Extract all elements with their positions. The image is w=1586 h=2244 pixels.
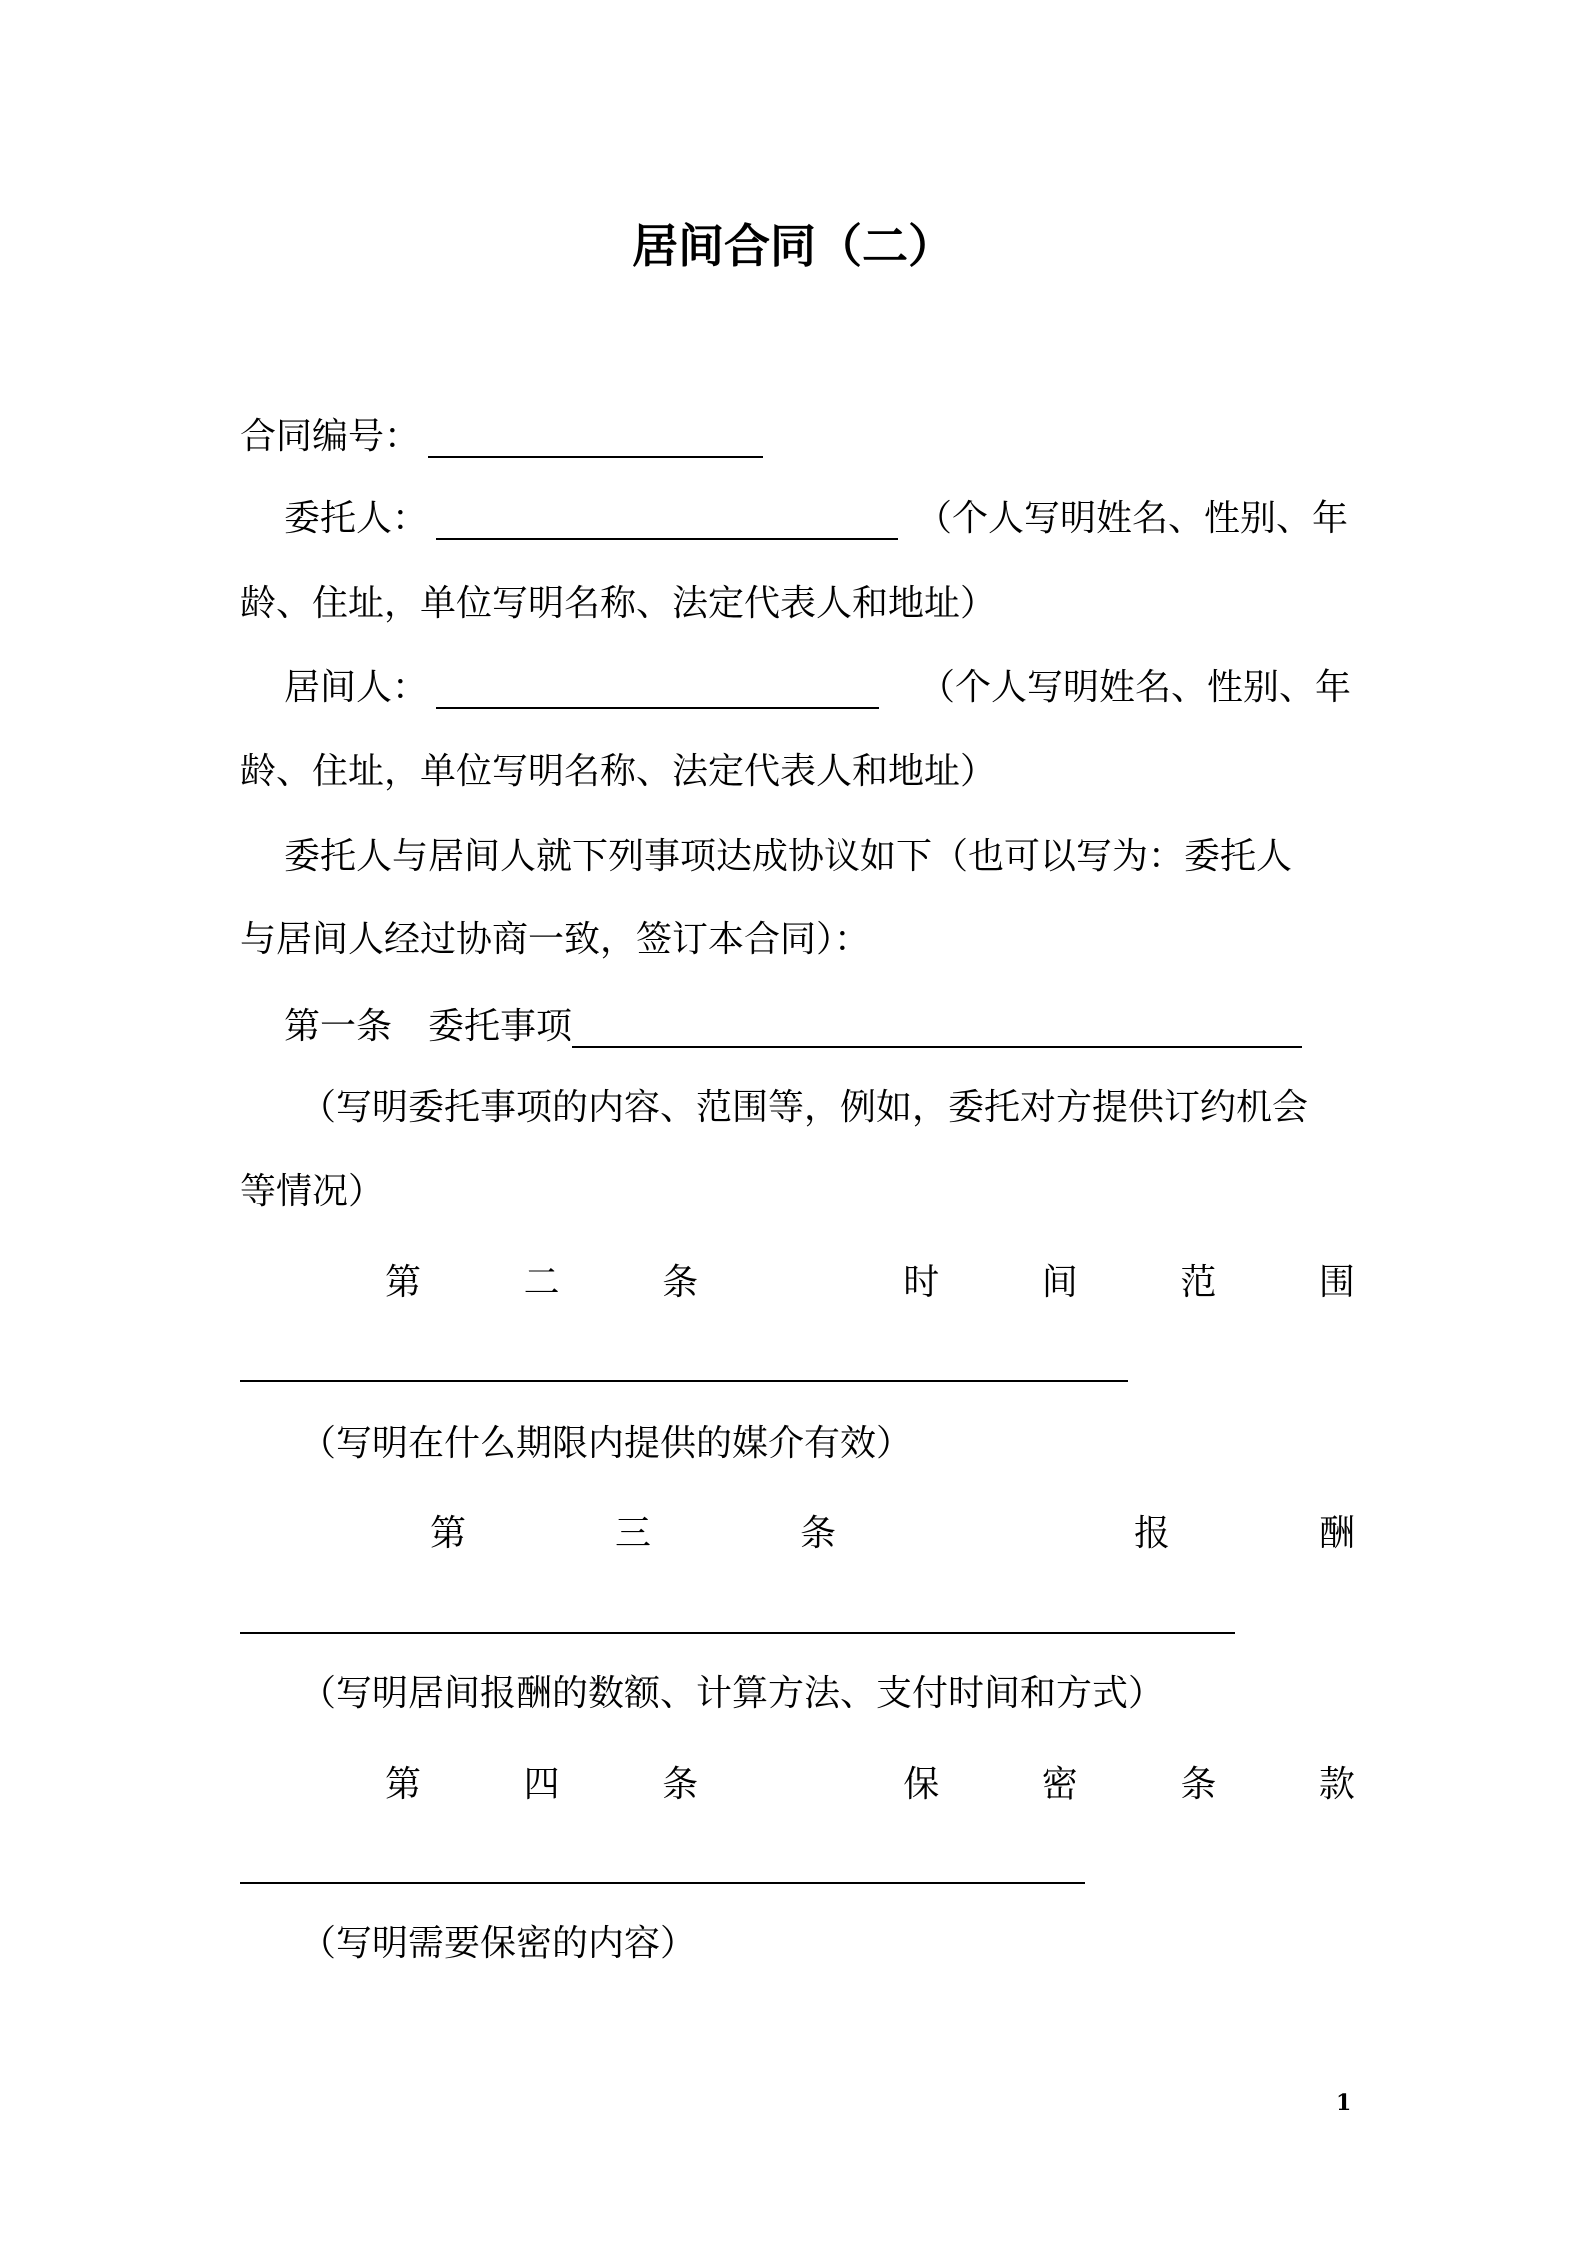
article-2-char: 时 [903, 1262, 940, 1303]
article-4-note: （写明需要保密的内容） [300, 1923, 697, 1964]
article-2-heading [240, 1254, 1355, 1305]
page-number: 1 [1336, 2090, 1352, 2116]
intermediary-note: （个人写明姓名、性别、年 [919, 667, 1352, 708]
article-4-heading [240, 1756, 1355, 1807]
article-4-char: 四 [523, 1764, 560, 1805]
article-2-note: （写明在什么期限内提供的媒介有效） [300, 1423, 913, 1464]
article-4-char: 条 [1180, 1764, 1217, 1805]
article-4-char: 款 [1318, 1764, 1355, 1805]
article-4-char: 保 [903, 1764, 940, 1805]
contract-number-row [240, 415, 763, 458]
article-3-char: 第 [430, 1513, 467, 1554]
agreement-line-1: 委托人与居间人就下列事项达成协议如下（也可以写为：委托人 [284, 836, 1293, 877]
client-note: （个人写明姓名、性别、年 [916, 498, 1349, 539]
article-1-row [284, 1005, 1302, 1048]
article-2-blank[interactable] [240, 1378, 1128, 1382]
article-3-note: （写明居间报酬的数额、计算方法、支付时间和方式） [300, 1673, 1165, 1714]
intermediary-blank[interactable] [436, 673, 879, 709]
contract-number-label: 合同编号： [240, 416, 421, 457]
article-2-char: 二 [523, 1262, 560, 1303]
article-4-char: 密 [1041, 1764, 1078, 1805]
article-3-blank[interactable] [240, 1630, 1235, 1634]
article-2-char: 第 [385, 1262, 422, 1303]
contract-number-blank[interactable] [428, 422, 763, 458]
intermediary-label: 居间人： [284, 667, 429, 708]
client-blank[interactable] [436, 504, 898, 540]
article-1-blank[interactable] [572, 1012, 1302, 1048]
article-2-char: 围 [1318, 1262, 1355, 1303]
client-row [284, 497, 1348, 540]
article-4-char: 条 [662, 1764, 699, 1805]
intermediary-row [284, 666, 1351, 709]
article-2-char: 条 [662, 1262, 699, 1303]
article-1-note-continued: 等情况） [240, 1171, 385, 1212]
article-3-heading [240, 1505, 1355, 1556]
article-3-char: 条 [800, 1513, 837, 1554]
agreement-line-2: 与居间人经过协商一致，签订本合同）： [240, 919, 871, 960]
article-4-blank[interactable] [240, 1880, 1085, 1884]
article-2-char: 范 [1180, 1262, 1217, 1303]
article-2-char: 间 [1041, 1262, 1078, 1303]
article-1-label: 第一条 委托事项 [284, 1006, 573, 1047]
intermediary-note-continued: 龄、住址，单位写明名称、法定代表人和地址） [240, 751, 997, 792]
article-3-char: 三 [615, 1513, 652, 1554]
article-3-char: 酬 [1318, 1513, 1355, 1554]
page-title: 居间合同（二） [632, 219, 954, 273]
article-3-char: 报 [1133, 1513, 1170, 1554]
client-note-continued: 龄、住址，单位写明名称、法定代表人和地址） [240, 583, 997, 624]
client-label: 委托人： [284, 498, 429, 539]
article-1-note: （写明委托事项的内容、范围等，例如，委托对方提供订约机会 [300, 1087, 1309, 1128]
article-4-char: 第 [385, 1764, 422, 1805]
